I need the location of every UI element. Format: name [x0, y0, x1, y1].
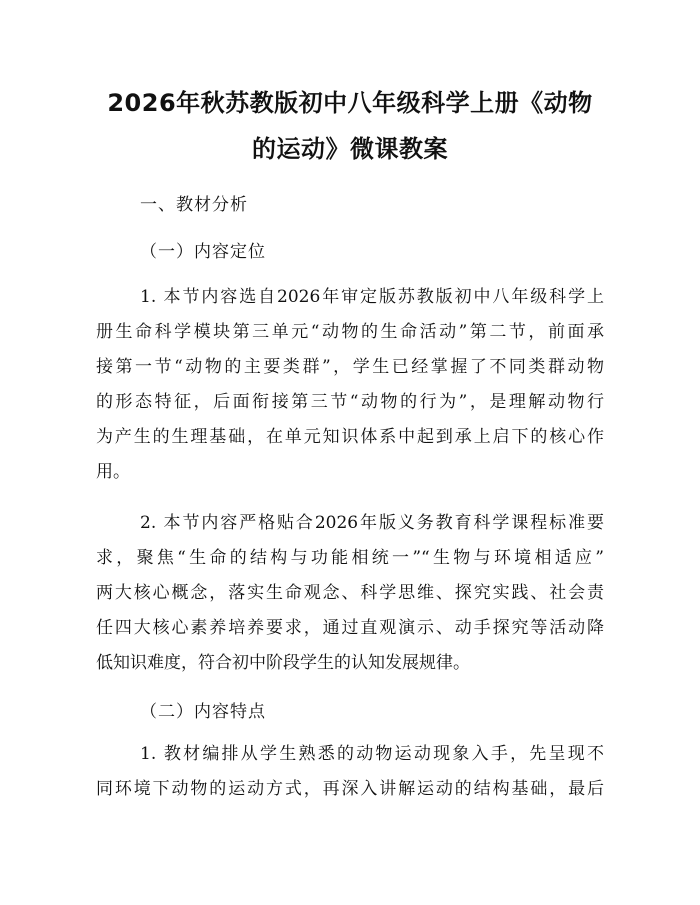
subsection-heading-content-features: （二）内容特点 — [140, 702, 266, 722]
paragraph-line: 两大核心概念，落实生命观念、科学思维、探究实践、社会责 — [96, 583, 604, 603]
paragraph-line: 接第一节“动物的主要类群”，学生已经掌握了不同类群动物 — [96, 357, 604, 377]
paragraph-line: 低知识难度，符合初中阶段学生的认知发展规律。 — [96, 653, 470, 673]
paragraph-line: 求，聚焦“生命的结构与功能相统一”“生物与环境相适应” — [96, 548, 604, 568]
paragraph-content-features-1 — [96, 737, 604, 807]
paragraph-line: 2. 本节内容严格贴合2026年版义务教育科学课程标准要 — [140, 513, 604, 533]
paragraph-line: 册生命科学模块第三单元“动物的生命活动”第二节，前面承 — [96, 322, 604, 342]
document-title-line-2: 的运动》微课教案 — [252, 135, 448, 163]
paragraph-line: 为产生的生理基础，在单元知识体系中起到承上启下的核心作 — [96, 427, 604, 447]
paragraph-line: 任四大核心素养培养要求，通过直观演示、动手探究等活动降 — [96, 618, 604, 638]
paragraph-line: 同环境下动物的运动方式，再深入讲解运动的结构基础，最后 — [96, 779, 604, 799]
section-heading-textbook-analysis: 一、教材分析 — [140, 195, 248, 215]
subsection-heading-content-positioning: （一）内容定位 — [140, 242, 266, 262]
paragraph-content-positioning-2 — [96, 506, 604, 681]
paragraph-content-positioning-1 — [96, 280, 604, 490]
paragraph-line: 1. 本节内容选自2026年审定版苏教版初中八年级科学上 — [140, 287, 604, 307]
paragraph-line: 的形态特征，后面衔接第三节“动物的行为”，是理解动物行 — [96, 392, 604, 412]
paragraph-line: 1. 教材编排从学生熟悉的动物运动现象入手，先呈现不 — [140, 744, 604, 764]
paragraph-line: 用。 — [96, 462, 130, 482]
document-title-line-1: 2026年秋苏教版初中八年级科学上册《动物 — [107, 89, 593, 117]
